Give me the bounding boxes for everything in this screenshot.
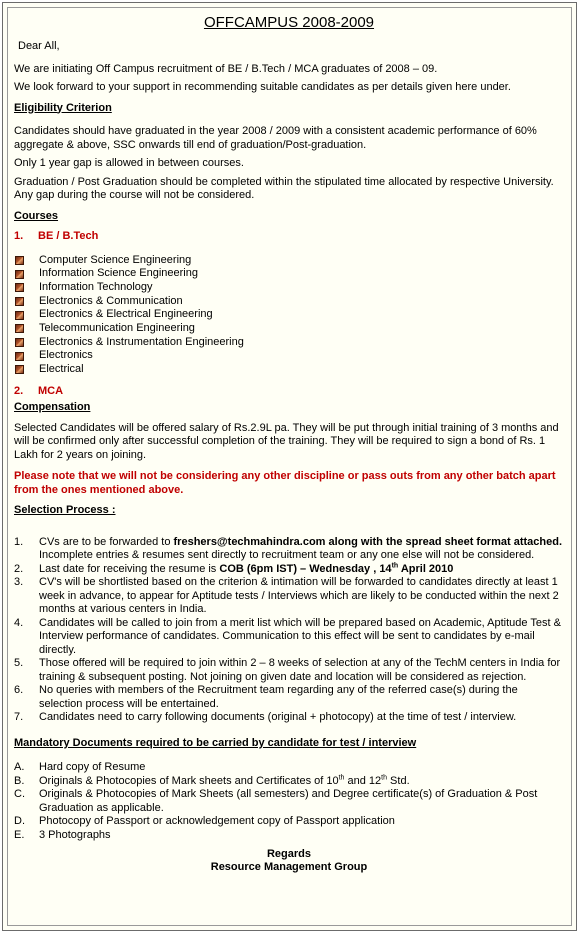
doc-text: 3 Photographs [39, 828, 111, 841]
page-title: OFFCAMPUS 2008-2009 [203, 14, 375, 31]
list-item [14, 295, 564, 309]
doc-text-part: Originals & Photocopies of Mark sheets and Certificates of 10 [39, 774, 339, 787]
course-be-heading [14, 230, 564, 244]
step-text [39, 563, 564, 577]
list-item [14, 267, 564, 281]
intro-line-2: We look forward to your support in recommending suitable candidates as per details given here under. [14, 81, 511, 93]
documents-heading: Mandatory Documents required to be carried by candidate for test / interview [14, 736, 417, 749]
step-text: Candidates will be called to join from a merit list which will be prepared based on Academic, Aptitude Test & Interview performance of candidates. Communication to this effect will be sent to candidates by e-mail directly. [39, 616, 561, 656]
doc-letter: D. [14, 815, 25, 828]
list-item [14, 829, 564, 843]
group-name: Resource Management Group [210, 861, 368, 874]
course-name: Electronics & Communication [39, 294, 183, 307]
list-item [14, 363, 564, 377]
discipline-note: Please note that we will not be considering any other discipline or pass outs from any other batch apart from the ones mentioned above. [14, 470, 556, 496]
course-list [14, 254, 564, 377]
step-number: 5. [14, 657, 24, 670]
doc-text-part: and 12 [344, 774, 382, 787]
step-number: 7. [14, 711, 24, 724]
course-name: Electrical [39, 363, 84, 376]
selection-heading: Selection Process : [14, 504, 116, 517]
course-name: Information Science Engineering [39, 267, 198, 280]
course-mca-number: 2. [14, 384, 24, 397]
book-bullet-icon [15, 338, 24, 347]
document-body [14, 14, 564, 874]
doc-letter: E. [14, 828, 25, 841]
book-bullet-icon [15, 324, 24, 333]
list-item [14, 576, 564, 617]
doc-text: Hard copy of Resume [39, 761, 146, 774]
step-text: Those offered will be required to join within 2 – 8 weeks of selection at any of the TechM centers in India for training & subsequent posting. Not joining on given date and location will be considered as rejection. [39, 657, 561, 683]
greeting: Dear All, [18, 40, 60, 52]
ordinal-suffix: th [338, 774, 345, 782]
list-item [14, 761, 564, 775]
eligibility-heading: Eligibility Criterion [14, 101, 112, 114]
list-item [14, 536, 564, 563]
compensation-heading: Compensation [14, 401, 91, 414]
list-item [14, 281, 564, 295]
step-text: Candidates need to carry following documents (original + photocopy) at the time of test / interview. [39, 711, 517, 724]
doc-letter: C. [14, 788, 25, 801]
step-number: 3. [14, 576, 24, 589]
list-item [14, 711, 564, 725]
step-number: 6. [14, 684, 24, 697]
list-item [14, 349, 564, 363]
selection-steps [14, 536, 564, 725]
course-name: Computer Science Engineering [39, 253, 192, 266]
step-text: No queries with members of the Recruitment team regarding any of the referred case(s) during the selection process will be entertained. [39, 684, 518, 710]
book-bullet-icon [15, 311, 24, 320]
course-name: Information Technology [39, 280, 153, 293]
doc-letter: B. [14, 774, 25, 787]
book-bullet-icon [15, 270, 24, 279]
step-text: CV's will be shortlisted based on the criterion & intimation will be forwarded to candidates directly at least 1 week in advance, to appear for Aptitude tests / Interviews which are likely to be conducted within the next 2 months at various centers in India. [39, 576, 559, 616]
book-bullet-icon [15, 352, 24, 361]
doc-text-part: Std. [387, 774, 410, 787]
book-bullet-icon [15, 256, 24, 265]
list-item [14, 336, 564, 350]
deadline-text: COB (6pm IST) – Wednesday , 14 [219, 562, 392, 575]
documents-list [14, 761, 564, 842]
course-name: Electronics & Instrumentation Engineering [39, 335, 244, 348]
course-be-label: BE / B.Tech [38, 230, 99, 242]
doc-text: Photocopy of Passport or acknowledgement copy of Passport application [39, 815, 395, 828]
list-item [14, 788, 564, 815]
doc-text: Originals & Photocopies of Mark Sheets (all semesters) and Degree certificate(s) of Graduation & Post Graduation as applicable. [39, 788, 538, 814]
course-be-number: 1. [14, 230, 24, 242]
book-bullet-icon [15, 283, 24, 292]
step-number: 2. [14, 562, 24, 575]
signature-block [14, 848, 564, 874]
email-instruction: freshers@techmahindra.com along with the spread sheet format attached. [173, 535, 563, 548]
doc-letter: A. [14, 761, 25, 774]
step-text [39, 536, 564, 563]
course-mca-label: MCA [38, 384, 64, 397]
intro-line-1: We are initiating Off Campus recruitment of BE / B.Tech / MCA graduates of 2008 – 09. [14, 62, 438, 75]
step-number: 4. [14, 616, 24, 629]
list-item [14, 775, 564, 789]
list-item [14, 254, 564, 268]
list-item [14, 815, 564, 829]
list-item [14, 657, 564, 684]
step-text-part: Last date for receiving the resume is [39, 562, 220, 575]
regards-text: Regards [266, 848, 312, 861]
course-mca-heading [14, 385, 564, 399]
eligibility-para-1: Candidates should have graduated in the year 2008 / 2009 with a consistent academic performance of 60% aggregate & above, SSC onwards till end of graduation/Post-graduation. [14, 125, 537, 151]
deadline-month: April 2010 [398, 562, 454, 575]
courses-heading: Courses [14, 209, 59, 222]
list-item [14, 322, 564, 336]
course-name: Electronics & Electrical Engineering [39, 308, 213, 321]
list-item [14, 563, 564, 577]
book-bullet-icon [15, 365, 24, 374]
spacer [14, 525, 564, 536]
step-text-part: Incomplete entries & resumes sent directly to recruitment team or any one else will not be considered. [39, 549, 535, 562]
list-item [14, 308, 564, 322]
ordinal-suffix: th [391, 562, 399, 570]
compensation-text: Selected Candidates will be offered salary of Rs.2.9L pa. They will be put through initial training of 3 months and will be confirmed only after successful completion of the training. They will be required to sign a bond of Rs. 1 Lakh for 2 years on joining. [14, 421, 559, 461]
list-item [14, 684, 564, 711]
course-name: Electronics [39, 349, 93, 362]
ordinal-suffix: th [381, 774, 387, 782]
step-number: 1. [14, 535, 24, 548]
eligibility-para-3: Graduation / Post Graduation should be completed within the stipulated time allocated by respective University. Any gap during the course will not be considered. [14, 175, 554, 201]
book-bullet-icon [15, 297, 24, 306]
doc-text [39, 775, 564, 789]
step-text-part: CVs are to be forwarded to [39, 535, 174, 548]
course-name: Telecommunication Engineering [39, 322, 195, 335]
eligibility-para-2: Only 1 year gap is allowed in between courses. [14, 157, 244, 169]
list-item [14, 617, 564, 658]
